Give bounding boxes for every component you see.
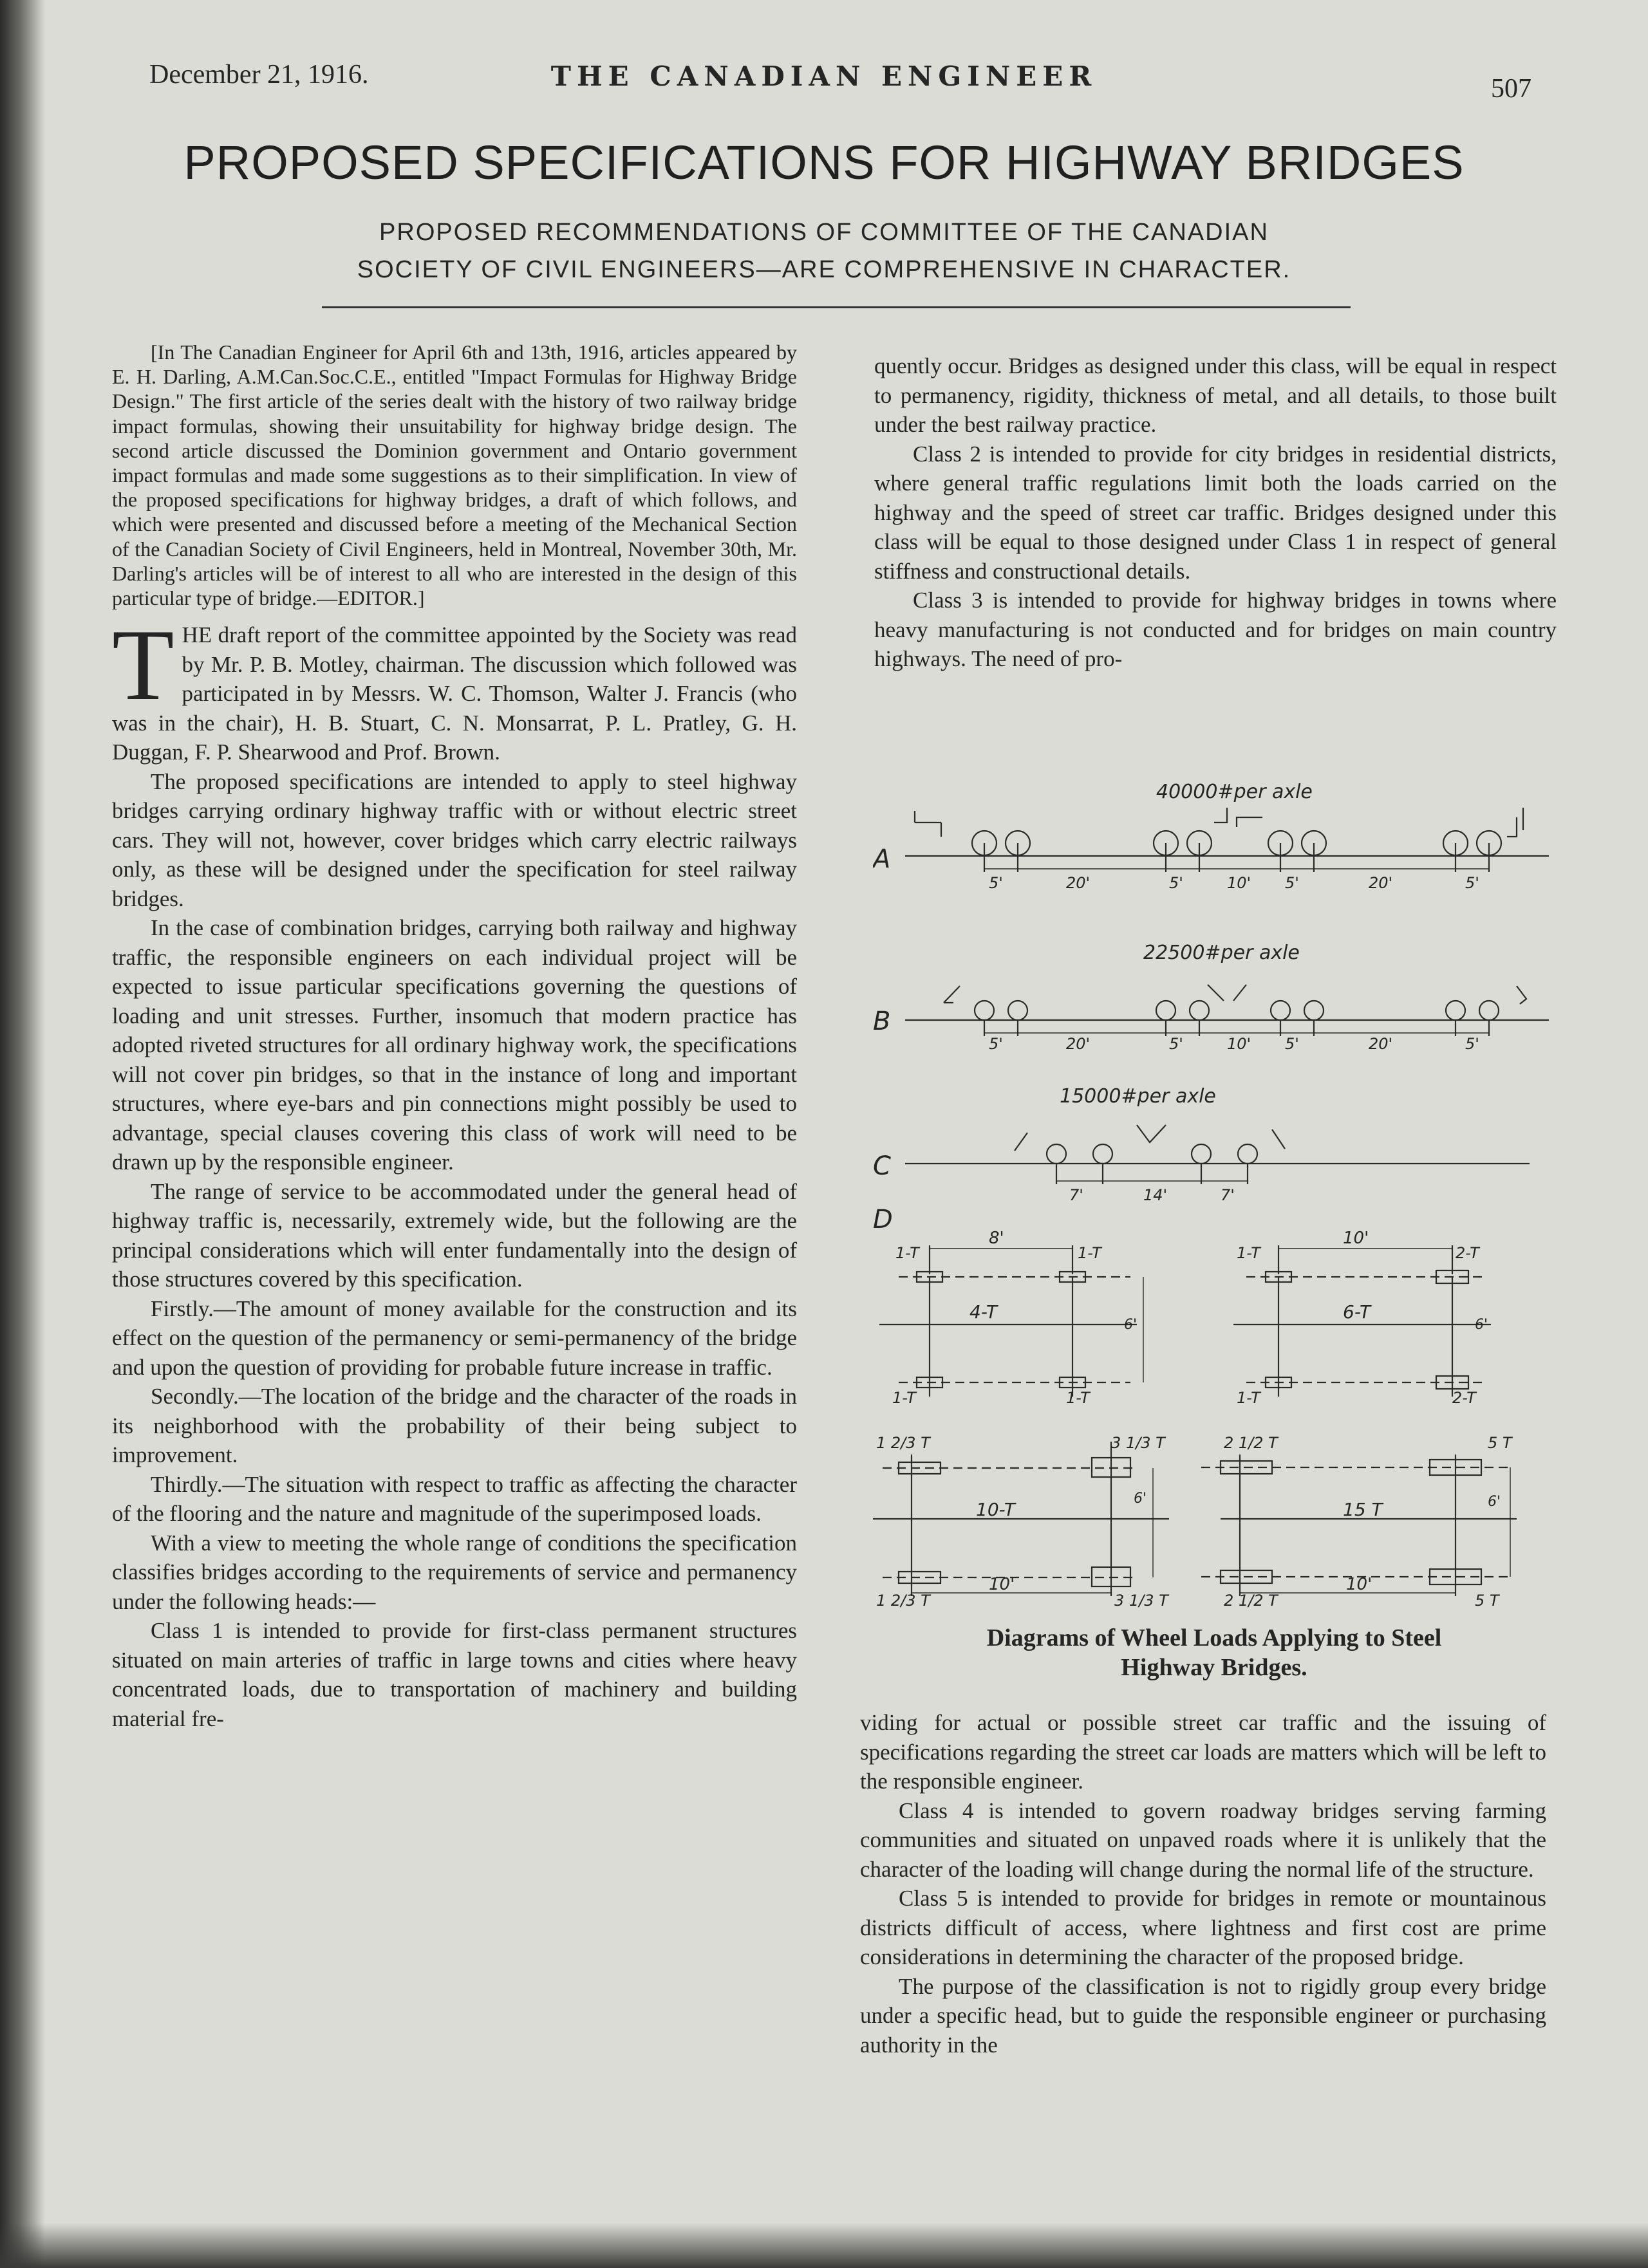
dim: 20' (1066, 1035, 1091, 1053)
truck-weight: 15 T (1343, 1499, 1383, 1520)
header-journal-name: THE CANADIAN ENGINEER (550, 60, 1098, 92)
paragraph: Secondly.—The location of the bridge and the character of the roads in its neighborhood with the probability of their being subject to improvement. (112, 1384, 797, 1468)
diagram-c-label: C (873, 1151, 891, 1181)
dim: 14' (1143, 1186, 1168, 1204)
load-label: 3 1/3 T (1114, 1592, 1168, 1610)
load-label: 1-T (895, 1244, 919, 1262)
bottom-shadow (0, 2223, 1648, 2268)
paragraph: Thirdly.—The situation with respect to traffic as affecting the character of the flooring and the nature and magnitude of the superimposed loads. (112, 1471, 797, 1527)
load-label: 2-T (1456, 1244, 1479, 1262)
editor-note: [In The Canadian Engineer for April 6th and 13th, 1916, articles appeared by E. H. Darling, A.M.Can.Soc.C.E., entitled "Impact Formulas for Highway Bridge Design." The first article of the series dealt with the history of two railway bridge impact formulas, showing their unsuitability for highway bridge design. The second article discussed the Dominion government and Ontario government impact formulas and made some suggestions as to their simplification. In view of the proposed specifications for highway bridges, a draft of which follows, and which were presented and discussed before a meeting of the Mechanical Section of the Canadian Society of Civil Engineers, held in Montreal, November 30th, Mr. Darling's articles will be of interest to all who are interested in the design of this particular type of bridge.—EDITOR.] (112, 340, 797, 610)
left-column (112, 340, 797, 1733)
dim: 10' (989, 1575, 1015, 1594)
paragraph: Class 3 is intended to provide for highway bridges in towns where heavy manufacturing is not conducted and for bridges on main country highways. The need of pro- (874, 588, 1557, 671)
dim: 6' (1475, 1317, 1488, 1333)
dim: 7' (1221, 1186, 1235, 1204)
load-label: 1 2/3 T (876, 1434, 930, 1452)
load-label: 2 1/2 T (1224, 1434, 1278, 1452)
header-page-number: 507 (1491, 74, 1531, 104)
truck-weight: 4-T (969, 1301, 997, 1323)
paragraph: The purpose of the classification is not to rigidly group every bridge under a specific head, but to guide the responsible engineer or purchasing authority in the (860, 1973, 1546, 2058)
diagram-a-load: 40000#per axle (1156, 781, 1313, 803)
load-label: 3 1/3 T (1111, 1434, 1165, 1452)
paragraph: Firstly.—The amount of money available for the construction and its effect on the question of the permanency or semi-permanency of the bridge and upon the question of providing for probable future increase in traffic. (112, 1296, 797, 1380)
dim: 5' (1465, 1035, 1479, 1053)
dim: 6' (1488, 1494, 1501, 1510)
article-subtitle (0, 214, 1648, 288)
paragraph-intro-text: HE draft report of the committee appointed by the Society was read by Mr. P. B. Motley, chairman. The discussion which followed was participated in by Messrs. W. C. Thomson, Walter J. Francis (who was in the chair), H. B. Stuart, C. N. Monsarrat, P. L. Pratley, G. H. Duggan, F. P. Shearwood and Prof. Brown. (112, 622, 797, 765)
dim: 6' (1124, 1317, 1138, 1333)
right-column-bottom (860, 1708, 1546, 2059)
paragraph: The range of service to be accommodated under the general head of highway traffic is, necessarily, extremely wide, but the following are the principal considerations which will enter fundamentally into the design of those structures covered by this specification. (112, 1178, 797, 1292)
dim: 10' (1343, 1229, 1369, 1248)
paragraph: With a view to meeting the whole range of conditions the specification classifies bridges according to the requirements of service and permanency under the following heads:— (112, 1530, 797, 1614)
wheel-load-diagrams (873, 747, 1555, 1635)
subtitle-line-2: SOCIETY OF CIVIL ENGINEERS—ARE COMPREHENSIVE IN CHARACTER. (357, 256, 1291, 283)
dim: 5' (989, 1035, 1003, 1053)
load-label: 1-T (1078, 1244, 1101, 1262)
caption-line-2: Highway Bridges. (1121, 1654, 1307, 1681)
paragraph: In the case of combination bridges, carrying both railway and highway traffic, the responsible engineers on each individual project will be expected to issue particular specifications governing the questions of loading and unit stresses. Further, insomuch that modern practice has adopted riveted structures for all ordinary highway work, the specifications will not cover pin bridges, so that in the instance of long and important structures, where eye-bars and pin connections might possibly be used to advantage, special clauses covering this class of work will need to be drawn up by the responsible engineer. (112, 915, 797, 1175)
paragraph: Class 4 is intended to govern roadway bridges serving farming communities and situated on unpaved roads where it is unlikely that the character of the loading will change during the normal life of the structure. (860, 1798, 1546, 1882)
dim: 20' (1369, 874, 1393, 892)
diagram-a-label: A (873, 844, 891, 874)
binding-shadow (0, 0, 45, 2268)
diagram-d-truck-1 (879, 1245, 1143, 1397)
load-label: 1-T (1237, 1244, 1260, 1262)
subtitle-line-1: PROPOSED RECOMMENDATIONS OF COMMITTEE OF THE CANADIAN (379, 219, 1269, 246)
dim: 5' (1285, 1035, 1299, 1053)
figure-caption (873, 1623, 1555, 1682)
diagram-d-truck-3 (873, 1442, 1169, 1596)
dim: 8' (989, 1229, 1004, 1248)
paragraph: The proposed specifications are intended to apply to steel highway bridges carrying ordinary highway traffic with or without electric street cars. They will not, however, cover bridges which carry electric railways only, as these will be designed under the specification for steel railway bridges. (112, 768, 797, 911)
header-date: December 21, 1916. (149, 60, 369, 89)
dim: 20' (1369, 1035, 1393, 1053)
dim: 6' (1134, 1491, 1147, 1507)
caption-line-1: Diagrams of Wheel Loads Applying to Steel (986, 1624, 1442, 1651)
dim: 5' (1465, 874, 1479, 892)
article-title: PROPOSED SPECIFICATIONS FOR HIGHWAY BRIDGES (183, 136, 1465, 189)
dim: 5' (989, 874, 1003, 892)
running-header (0, 59, 1648, 104)
diagram-b-load: 22500#per axle (1143, 942, 1300, 964)
dim: 5' (1169, 1035, 1183, 1053)
diagram-c (905, 1125, 1530, 1184)
diagram-b-label: B (873, 1007, 891, 1036)
paragraph: quently occur. Bridges as designed under this class, will be equal in respect to permanency, rigidity, thickness of metal, and all details, to those built under the best railway practice. (874, 353, 1557, 437)
diagram-d-label: D (873, 1205, 893, 1234)
dim: 20' (1066, 874, 1091, 892)
truck-weight: 6-T (1343, 1301, 1371, 1323)
diagram-a (905, 808, 1549, 872)
dim: 7' (1069, 1186, 1083, 1204)
load-label: 5 T (1475, 1592, 1499, 1610)
paragraph-intro (112, 609, 797, 767)
load-label: 1 2/3 T (876, 1592, 930, 1610)
load-label: 2 1/2 T (1224, 1592, 1278, 1610)
truck-weight: 10-T (976, 1499, 1015, 1520)
title-rule (322, 306, 1351, 308)
diagram-b (905, 985, 1549, 1036)
paragraph: Class 5 is intended to provide for bridges in remote or mountainous districts difficult of access, where lightness and first cost are prime considerations in determining the character of the proposed bridge. (860, 1886, 1546, 1969)
dim: 10' (1227, 874, 1251, 892)
dim: 10' (1227, 1035, 1251, 1053)
paragraph: Class 2 is intended to provide for city bridges in residential districts, where general traffic regulations limit both the loads carried on the highway and the speed of street car traffic. Bridges designed under this class will be equal to those designed under Class 1 in respect of general stiffness and constructional details. (874, 441, 1557, 584)
drop-cap: T (112, 609, 174, 722)
dim: 5' (1169, 874, 1183, 892)
dim: 5' (1285, 874, 1299, 892)
load-label: 1-T (892, 1389, 916, 1407)
load-label: 2-T (1452, 1389, 1476, 1407)
load-label: 5 T (1488, 1434, 1512, 1452)
right-column-top (874, 351, 1557, 674)
diagram-c-load: 15000#per axle (1060, 1085, 1216, 1108)
paragraph: viding for actual or possible street car traffic and the issuing of specifications regarding the street car loads are matters which will be left to the responsible engineer. (860, 1710, 1546, 1794)
load-label: 1-T (1066, 1389, 1090, 1407)
load-label: 1-T (1237, 1389, 1260, 1407)
paragraph: Class 1 is intended to provide for first-class permanent structures situated on main arteries of traffic in large towns and cities where heavy concentrated loads, due to transportation of machinery and building material fre- (112, 1618, 797, 1731)
dim: 10' (1346, 1575, 1372, 1594)
